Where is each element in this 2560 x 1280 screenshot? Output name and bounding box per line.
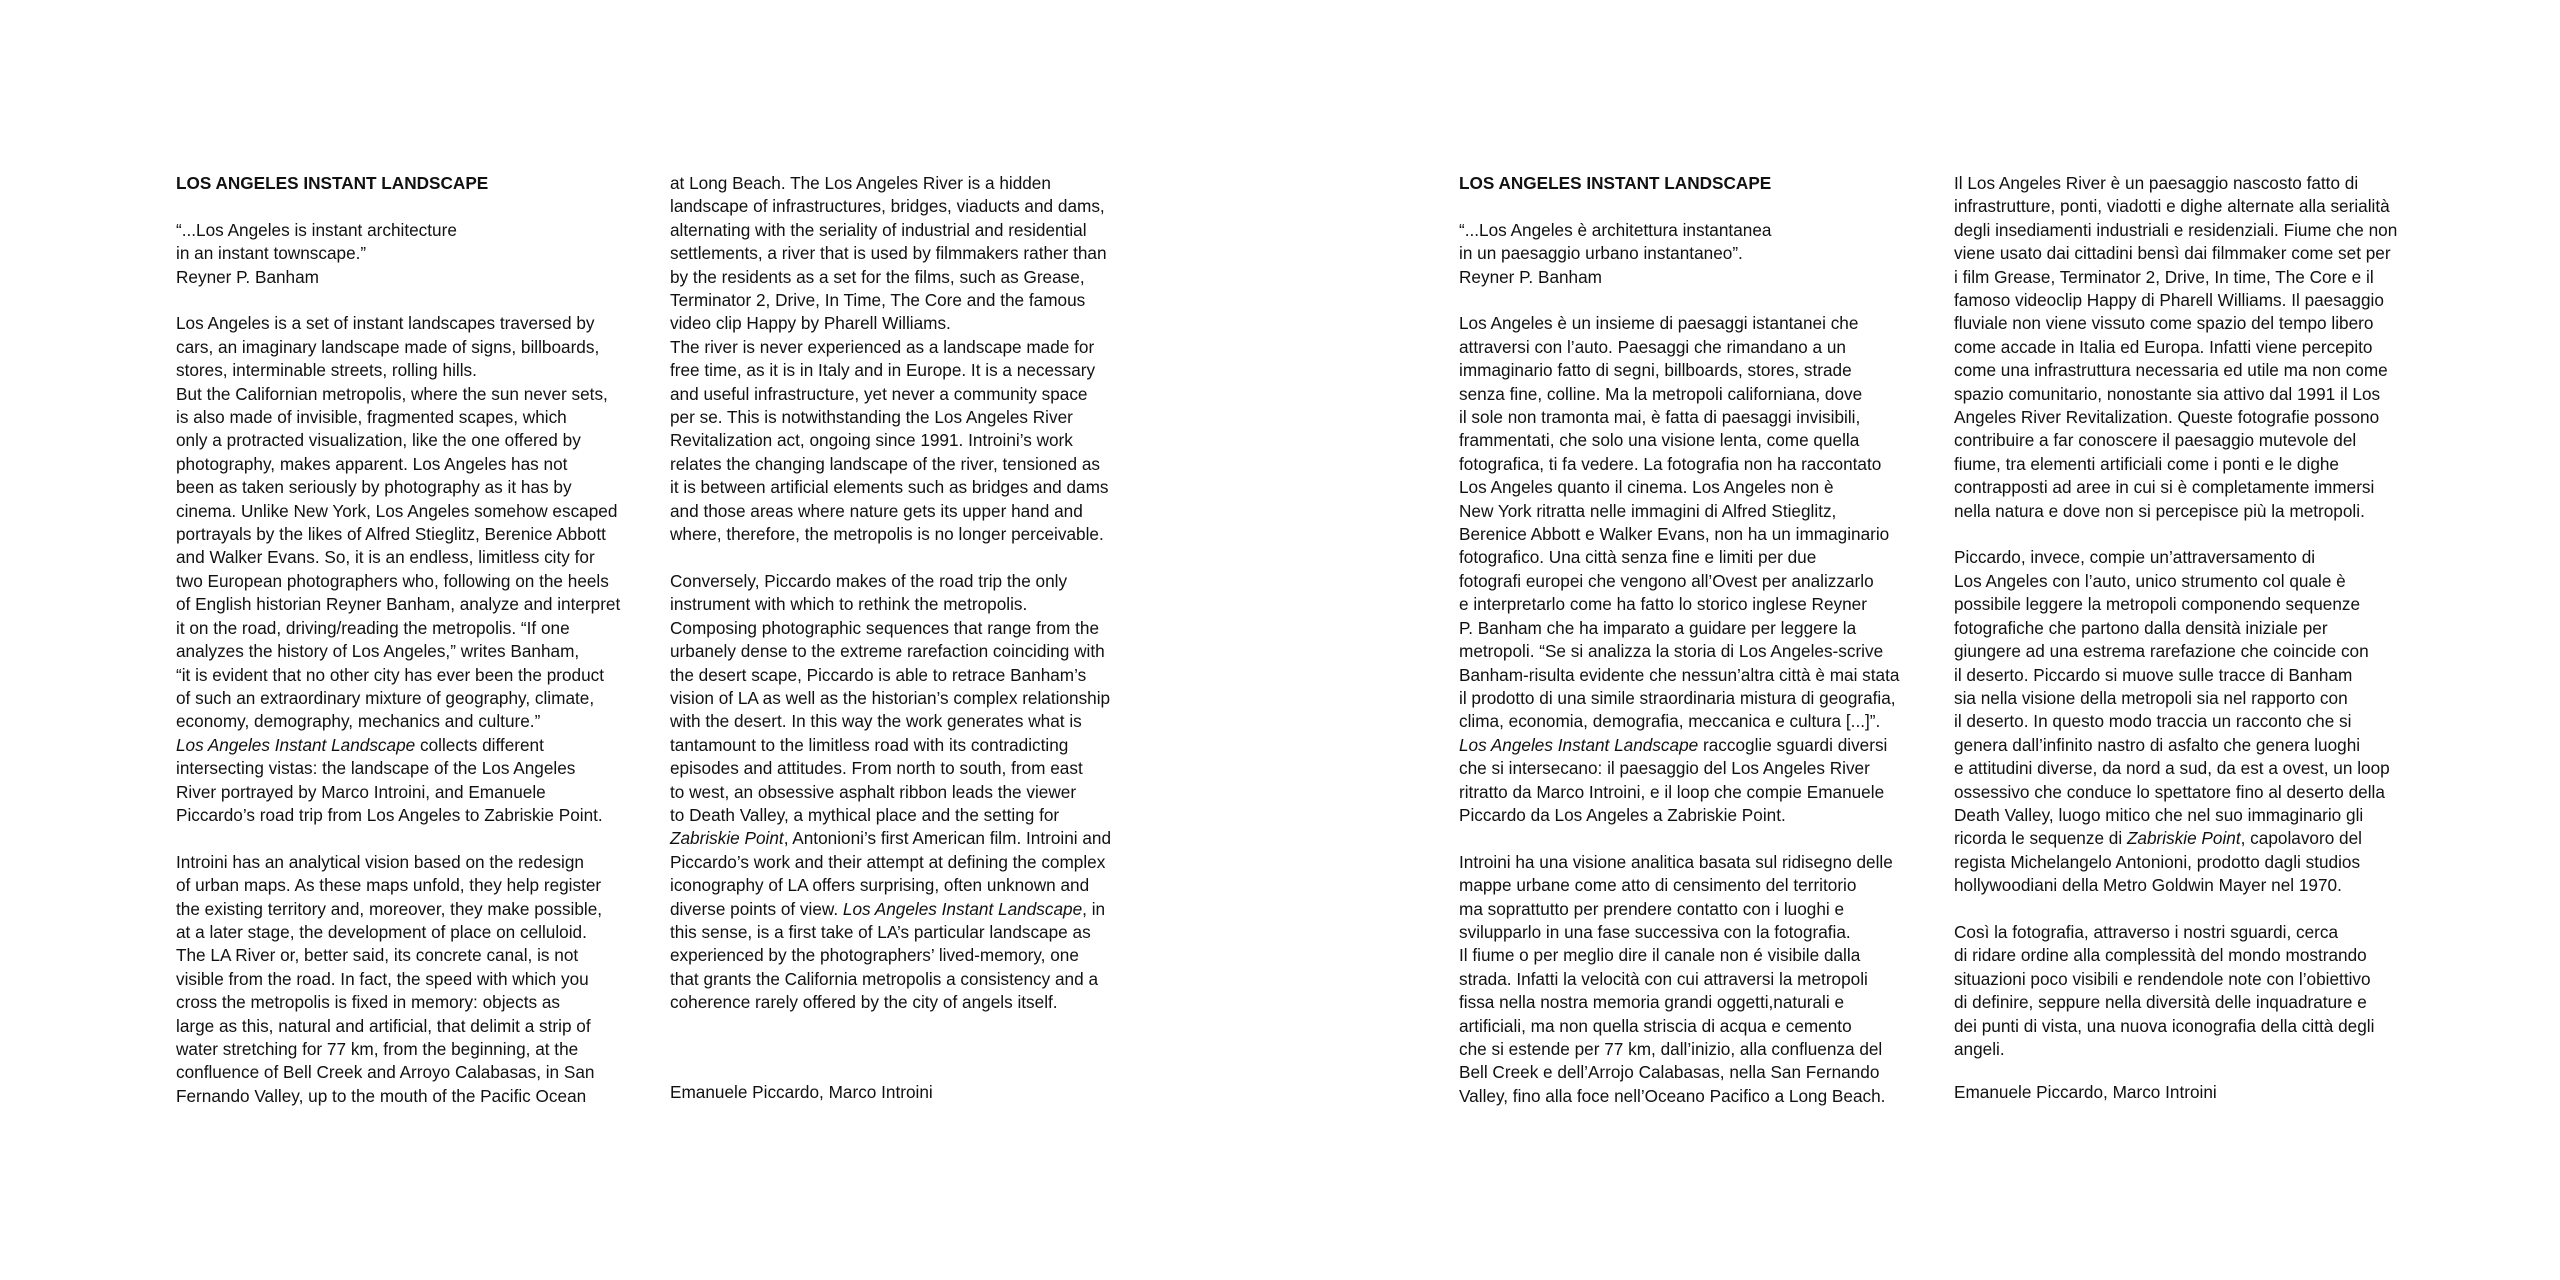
italian-paragraph-5: Così la fotografia, attraverso i nostri sguardi, cerca di ridare ordine alla complessità del mondo mostrando situazioni poco visibili e rendendole note con l’obiettivo di definire, seppure nella diversità delle inquadrature e dei punti di vista, una nuova iconografia della città degli angeli. <box>1954 921 2375 1059</box>
english-paragraph-2: Introini has an analytical vision based on the redesign of urban maps. As these maps unfold, they help register the existing territory and, moreover, they make possible, at a later stage, the development of place on celluloid. The LA River or, better said, its concrete canal, is not visible from the road. In fact, the speed with which you cross the metropolis is fixed in memory: objects as large as this, natural and artificial, that delimit a strip of water stretching for 77 km, from the beginning, at the confluence of Bell Creek and Arroyo Calabasas, in San Fernando Valley, up to the mouth of the Pacific Ocean <box>176 851 603 1106</box>
english-paragraph-3: at Long Beach. The Los Angeles River is a hidden landscape of infrastructures, bridges, viaducts and dams, alternating with the seriality of industrial and residential settlements, a river that is used by filmmakers rather than by the residents as a set for the films, such as Grease, Terminator 2, Drive, In Time, The Core and the famous video clip Happy by Pharell Williams. The river is never experienced as a landscape made for free time, as it is in Italy and in Europe. It is a necessary and useful infrastructure, yet never a community space per se. This is notwithstanding the Los Angeles River Revitalization act, ongoing since 1991. Introini’s work relates the changing landscape of the river, tensioned as it is between artificial elements such as bridges and dams and those areas where nature gets its upper hand and where, therefore, the metropolis is no longer perceivable. <box>670 173 1109 545</box>
italian-column-1 <box>1459 172 1929 1108</box>
english-quote: “...Los Angeles is instant architecture in an instant townscape.” Reyner P. Banham <box>176 219 457 287</box>
italian-paragraph-4: Piccardo, invece, compie un’attraversamento di Los Angeles con l’auto, unico strumento col quale è possibile leggere la metropoli componendo sequenze fotografiche che partono dalla densità iniziale per giungere ad una estrema rarefazione che coincide con il deserto. Piccardo si muove sulle tracce di Banham sia nella visione della metropoli sia nel rapporto con il deserto. In questo modo traccia un racconto che si genera dall’infinito nastro di asfalto che genera luoghi e attitudini diverse, da nord a sud, da est a ovest, un loop ossessivo che conduce lo spettatore fino al deserto della Death Valley, luogo mitico che nel suo immaginario gli ricorda le sequenze di Zabriskie Point, capolavoro del regista Michelangelo Antonioni, prodotto dagli studios hollywoodiani della Metro Goldwin Mayer nel 1970. <box>1954 547 2390 896</box>
english-column-1 <box>176 172 646 1108</box>
italian-signature: Emanuele Piccardo, Marco Introini <box>1954 1082 2217 1102</box>
english-paragraph-4: Conversely, Piccardo makes of the road trip the only instrument with which to rethink the metropolis. Composing photographic sequences that range from the urbanely dense to the extreme rarefaction coinciding with the desert scape, Piccardo is able to retrace Banham’s vision of LA as well as the historian’s complex relationship with the desert. In this way the work generates what is tantamount to the limitless road with its contradicting episodes and attitudes. From north to south, from east to west, an obsessive asphalt ribbon leads the viewer to Death Valley, a mythical place and the setting for Zabriskie Point, Antonioni’s first American film. Introini and Piccardo’s work and their attempt at defining the complex iconography of LA offers surprising, often unknown and diverse points of view. Los Angeles Instant Landscape, in this sense, is a first take of LA’s particular landscape as experienced by the photographers’ lived-memory, one that grants the California metropolis a consistency and a coherence rarely offered by the city of angels itself. <box>670 570 1112 1013</box>
english-paragraph-1: Los Angeles is a set of instant landscapes traversed by cars, an imaginary landscape made of signs, billboards, stores, interminable streets, rolling hills. But the Californian metropolis, where the sun never sets, is also made of invisible, fragmented scapes, which only a protracted visualization, like the one offered by photography, makes apparent. Los Angeles has not been as taken seriously by photography as it has by cinema. Unlike New York, Los Angeles somehow escaped portrayals by the likes of Alfred Stieglitz, Berenice Abbott and Walker Evans. So, it is an endless, limitless city for two European photographers who, following on the heels of English historian Reyner Banham, analyze and interpret it on the road, driving/reading the metropolis. “If one analyzes the history of Los Angeles,” writes Banham, “it is evident that no other city has ever been the product of such an extraordinary mixture of geography, climate, economy, demography, mechanics and culture.” Los Angeles Instant Landscape collects different intersecting vistas: the landscape of the Los Angeles River portrayed by Marco Introini, and Emanuele Piccardo’s road trip from Los Angeles to Zabriskie Point. <box>176 313 621 825</box>
italian-paragraph-1: Los Angeles è un insieme di paesaggi istantanei che attraversi con l’auto. Paesaggi che rimandano a un immaginario fatto di segni, billboards, stores, strade senza fine, colline. Ma la metropoli californiana, dove il sole non tramonta mai, è fatta di paesaggi invisibili, frammentati, che solo una visione lenta, come quella fotografica, ti fa vedere. La fotografia non ha raccontato Los Angeles quanto il cinema. Los Angeles non è New York ritratta nelle immagini di Alfred Stieglitz, Berenice Abbott e Walker Evans, non ha un immaginario fotografico. Una città senza fine e limiti per due fotografi europei che vengono all’Ovest per analizzarlo e interpretarlo come ha fatto lo storico inglese Reyner P. Banham che ha imparato a guidare per leggere la metropoli. “Se si analizza la storia di Los Angeles-scrive Banham-risulta evidente che nessun’altra città è mai stata il prodotto di una simile straordinaria mistura di geografia, clima, economia, demografia, meccanica e cultura [...]”. Los Angeles Instant Landscape raccoglie sguardi diversi che si intersecano: il paesaggio del Los Angeles River ritratto da Marco Introini, e il loop che compie Emanuele Piccardo da Los Angeles a Zabriskie Point. <box>1459 313 1900 825</box>
italian-paragraph-2: Introini ha una visione analitica basata sul ridisegno delle mappe urbane come atto di censimento del territorio ma soprattutto per prendere contatto con i luoghi e svilupparlo in una fase successiva con la fotografia. Il fiume o per meglio dire il canale non é visibile dalla strada. Infatti la velocità con cui attraversi la metropoli fissa nella nostra memoria grandi oggetti,naturali e artificiali, ma non quella striscia di acqua e cemento che si estende per 77 km, dall’inizio, alla confluenza del Bell Creek e dell’Arrojo Calabasas, nella San Fernando Valley, fino alla foce nell’Oceano Pacifico a Long Beach. <box>1459 851 1893 1106</box>
italian-title: LOS ANGELES INSTANT LANDSCAPE <box>1459 173 1772 193</box>
english-signature: Emanuele Piccardo, Marco Introini <box>670 1082 933 1102</box>
italian-column-2 <box>1954 172 2424 1061</box>
italian-quote: “...Los Angeles è architettura instantanea in un paesaggio urbano instantaneo”. Reyner P. Banham <box>1459 219 1772 287</box>
italian-paragraph-3: Il Los Angeles River è un paesaggio nascosto fatto di infrastrutture, ponti, viadotti e dighe alternate alla serialità degli insediamenti industriali e residenziali. Fiume che non viene usato dai cittadini bensì dai filmmaker come set per i film Grease, Terminator 2, Drive, In time, The Core e il famoso videoclip Happy di Pharell Williams. Il paesaggio fluviale non viene vissuto come spazio del tempo libero come accade in Italia ed Europa. Infatti viene percepito come una infrastruttura necessaria ed utile ma non come spazio comunitario, nonostante sia attivo dal 1991 il Los Angeles River Revitalization. Queste fotografie possono contribuire a far conoscere il paesaggio mutevole del fiume, tra elementi artificiali come i ponti e le dighe contrapposti ad aree in cui si è completamente immersi nella natura e dove non si percepisce più la metropoli. <box>1954 173 2398 521</box>
english-title: LOS ANGELES INSTANT LANDSCAPE <box>176 173 489 193</box>
english-column-2 <box>670 172 1140 1015</box>
